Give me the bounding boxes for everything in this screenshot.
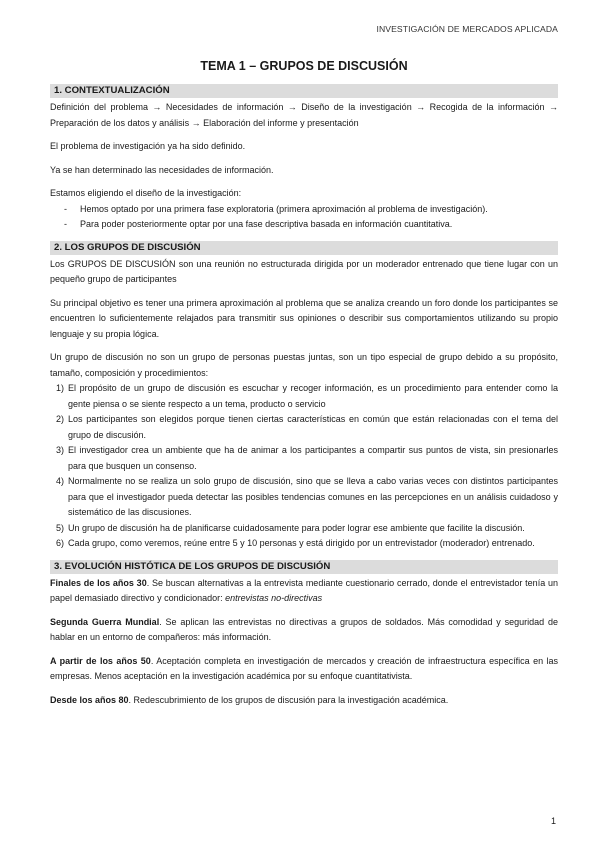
list-item-text: Un grupo de discusión ha de planificarse cuidadosamente para poder lograr ese ambiente que facilite la discusión. bbox=[68, 522, 525, 533]
list-item-text: Normalmente no se realiza un solo grupo de discusión, sino que se lleva a cabo varias veces con distintos participantes para que el investigador pueda detectar las posibles tendencias comunes en las percepciones en un análisis cuidadoso y sistemático de las discusiones. bbox=[68, 476, 558, 517]
entry-text: . Se aplican las entrevistas no directivas a grupos de soldados. Más comodidad y seguridad de hablar en un entorno de compañeros: más información. bbox=[50, 616, 559, 642]
entry-text: . Redescubrimiento de los grupos de discusión para la investigación académica. bbox=[128, 694, 449, 705]
list-number: 1) bbox=[56, 383, 65, 393]
section-heading-contextualizacion: 1. CONTEXTUALIZACIÓN bbox=[50, 84, 558, 98]
numbered-list bbox=[50, 381, 558, 552]
paragraph: Un grupo de discusión no son un grupo de personas puestas juntas, son un tipo especial de grupo debido a su propósito, tamaño, composición y procedimientos: bbox=[50, 352, 558, 378]
list-item bbox=[50, 521, 558, 537]
entry-lead: Desde los años 80 bbox=[50, 694, 129, 705]
list-item: - Hemos optado por una primera fase exploratoria (primera aproximación al problema de investigación). bbox=[50, 202, 558, 218]
list-number: 3) bbox=[56, 445, 65, 455]
list-number: 4) bbox=[56, 476, 65, 486]
entry-italic: entrevistas no-directivas bbox=[225, 593, 323, 603]
history-entry bbox=[50, 576, 558, 607]
list-item-text: El propósito de un grupo de discusión es escuchar y recoger información, es un procedimiento para entender como la gente piensa o se siente respecto a un tema, producto o servicio bbox=[68, 383, 558, 409]
paragraph: Los GRUPOS DE DISCUSIÓN son una reunión no estructurada dirigida por un moderador entrenado que tiene lugar con un pequeño grupo de participantes bbox=[50, 258, 558, 284]
list-number: 2) bbox=[56, 414, 65, 424]
entry-text: . Aceptación completa en investigación de mercados y creación de infraestructura específica en las empresas. Menos aceptación en la investigación académica por su enfoque cuantitativista. bbox=[50, 655, 559, 681]
research-process-flow: Definición del problema → Necesidades de información → Diseño de la investigación → Recogida de la información → Preparación de los datos y análisis → Elaboración del informe y presentación bbox=[50, 102, 558, 128]
history-entry bbox=[50, 654, 558, 685]
list-item-text: Los participantes son elegidos porque tienen ciertas características en común que están relacionadas con el tema del grupo de discusión. bbox=[68, 414, 558, 440]
section-heading-evolucion-historica: 3. EVOLUCIÓN HISTÓTICA DE LOS GRUPOS DE DISCUSIÓN bbox=[50, 560, 558, 574]
list-item bbox=[50, 381, 558, 412]
entry-lead: A partir de los años 50 bbox=[50, 655, 151, 666]
list-item bbox=[50, 474, 558, 521]
list-item-text: El investigador crea un ambiente que ha de animar a los participantes a compartir sus puntos de vista, sin presionarles para que busquen un consenso. bbox=[68, 445, 558, 471]
list-number: 5) bbox=[56, 522, 65, 533]
paragraph: Su principal objetivo es tener una primera aproximación al problema que se analiza creando un foro donde los participantes se encuentren lo suficientemente relajados para transmitir sus opiniones o describir sus comportamientos utilizando su propio lenguaje y su propia lógica. bbox=[50, 297, 558, 339]
entry-lead: Finales de los años 30 bbox=[50, 577, 147, 588]
entry-text: . Se buscan alternativas a la entrevista mediante cuestionario cerrado, donde el entrevistador tenía un papel demasiado directivo y condicionador: bbox=[50, 577, 558, 603]
page-content bbox=[50, 58, 558, 716]
page-number: 1 bbox=[550, 816, 556, 826]
list-item: - Para poder posteriormente optar por una fase descriptiva basada en información cuantitativa. bbox=[50, 217, 558, 233]
list-number: 6) bbox=[56, 538, 65, 548]
history-entry bbox=[50, 693, 558, 709]
list-item bbox=[50, 536, 558, 552]
paragraph: Ya se han determinado las necesidades de información. bbox=[50, 164, 274, 175]
entry-lead: Segunda Guerra Mundial bbox=[50, 616, 160, 627]
page-title: TEMA 1 – GRUPOS DE DISCUSIÓN bbox=[200, 59, 408, 73]
history-entry bbox=[50, 615, 558, 646]
paragraph: El problema de investigación ya ha sido definido. bbox=[50, 141, 246, 151]
dash-list bbox=[50, 202, 558, 233]
list-item bbox=[50, 412, 558, 443]
list-item bbox=[50, 443, 558, 474]
paragraph: Estamos eligiendo el diseño de la investigación: bbox=[50, 188, 242, 198]
section-heading-grupos-discusion: 2. LOS GRUPOS DE DISCUSIÓN bbox=[50, 241, 558, 255]
running-header: INVESTIGACIÓN DE MERCADOS APLICADA bbox=[376, 24, 558, 34]
list-item-text: Cada grupo, como veremos, reúne entre 5 y 10 personas y está dirigido por un entrevistador (moderador) entrenado. bbox=[68, 538, 535, 548]
